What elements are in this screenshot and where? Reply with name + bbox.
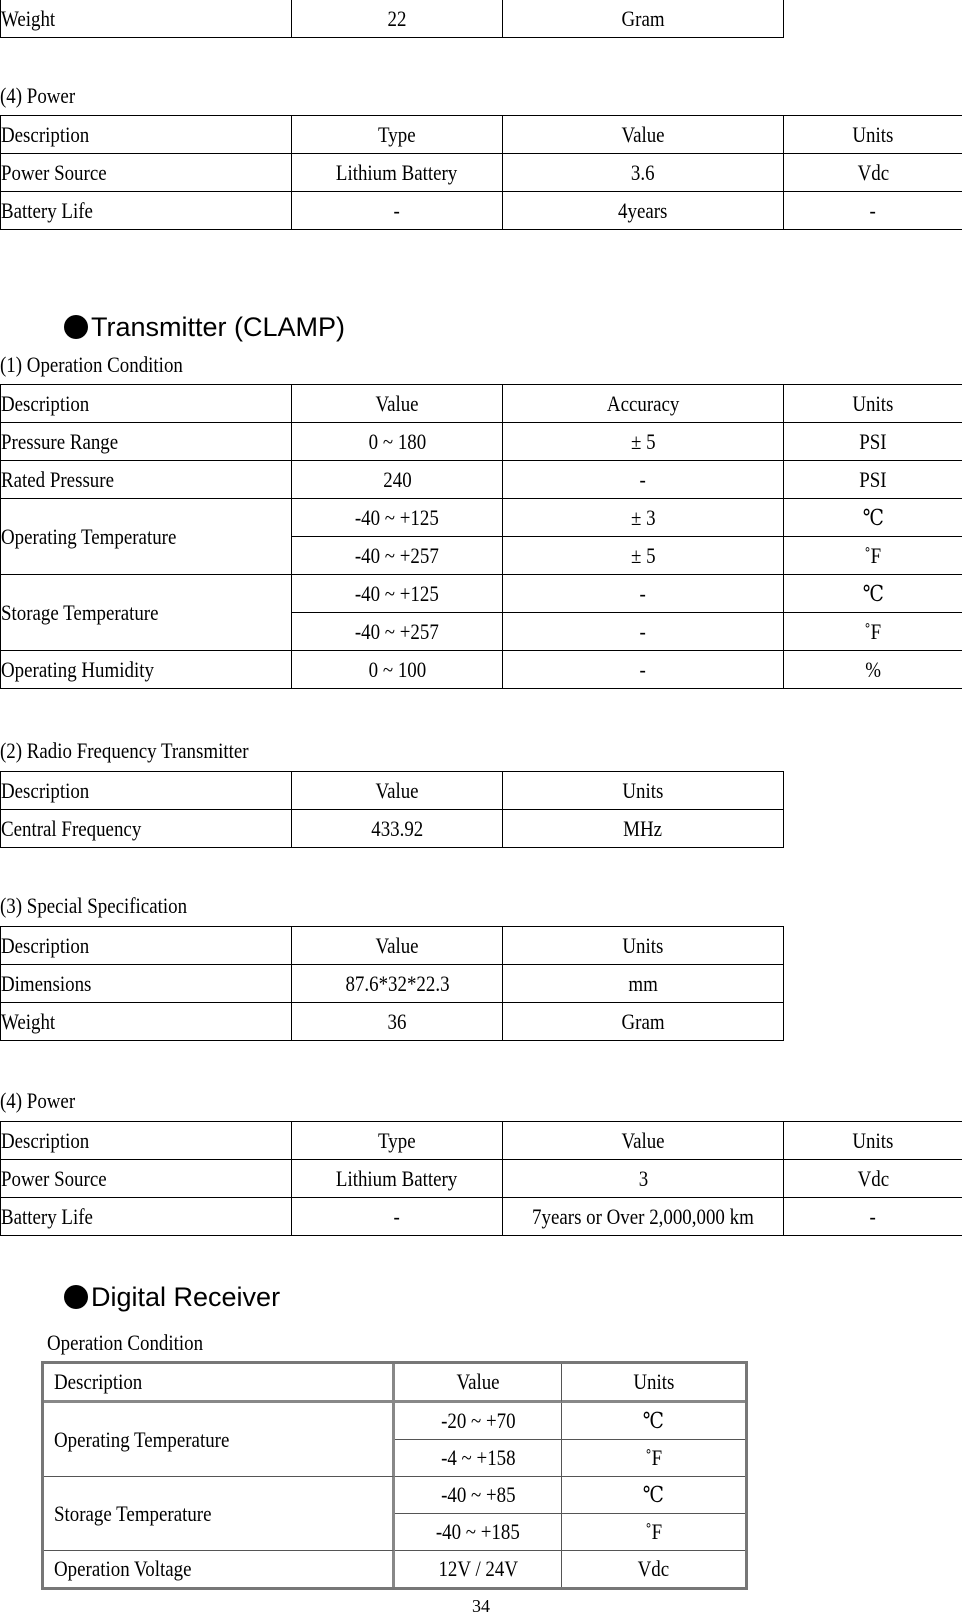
col-units: Units xyxy=(622,777,664,803)
cell: -40 ~ +125 xyxy=(355,504,439,530)
col-type: Type xyxy=(378,121,416,147)
col-units: Units xyxy=(852,1127,894,1153)
table-header-row xyxy=(1,116,962,154)
table-row xyxy=(1,461,962,499)
cell: 7years or Over 2,000,000 km xyxy=(532,1203,754,1229)
cell: 0 ~ 180 xyxy=(368,428,426,454)
cell: ± 5 xyxy=(630,542,656,568)
col-units: Units xyxy=(622,932,664,958)
cell: 3 xyxy=(638,1165,648,1191)
cell: % xyxy=(865,656,881,682)
clamp-power-table xyxy=(0,1121,962,1236)
cell: Vdc xyxy=(857,1165,889,1191)
cell: -40 ~ +85 xyxy=(440,1482,516,1507)
cell: - xyxy=(393,197,401,223)
cell: Power Source xyxy=(1,159,107,185)
cell: - xyxy=(393,1203,401,1229)
col-units: Units xyxy=(632,1369,675,1394)
cell: -40 ~ +125 xyxy=(355,580,439,606)
col-description: Description xyxy=(54,1369,143,1394)
cell: Central Frequency xyxy=(1,815,142,841)
cell: Rated Pressure xyxy=(1,466,114,492)
cell: mm xyxy=(628,970,658,996)
table-header-row xyxy=(1,927,784,965)
cell: Pressure Range xyxy=(1,428,119,454)
table-row xyxy=(1,499,962,537)
clamp-rf-table xyxy=(0,771,784,848)
clamp-special-title: (3) Special Specification xyxy=(0,893,188,918)
cell: 12V / 24V xyxy=(438,1556,518,1581)
clamp-heading-text: Transmitter (CLAMP) xyxy=(91,312,346,342)
cell: ℃ xyxy=(862,504,884,530)
table-row xyxy=(1,1160,962,1198)
cell: Operation Voltage xyxy=(54,1556,192,1581)
cell: ℃ xyxy=(642,1482,665,1507)
clamp-rf-title: (2) Radio Frequency Transmitter xyxy=(0,738,249,763)
cell: Weight xyxy=(1,1008,56,1034)
col-value: Value xyxy=(456,1369,500,1394)
clamp-op-title: (1) Operation Condition xyxy=(0,352,183,377)
table-row xyxy=(1,154,962,192)
cell: Operating Humidity xyxy=(1,656,154,682)
receiver-op-table xyxy=(41,1361,748,1590)
col-accuracy: Accuracy xyxy=(606,390,680,416)
cell: Storage Temperature xyxy=(54,1500,212,1526)
cell: 0 ~ 100 xyxy=(368,656,426,682)
cell: Battery Life xyxy=(1,1203,93,1229)
weight-label: Weight xyxy=(1,5,56,31)
cell: 433.92 xyxy=(370,815,424,841)
clamp-special-table xyxy=(0,926,784,1041)
cell: ˚F xyxy=(645,1445,662,1470)
cell: 3.6 xyxy=(631,159,655,185)
col-value: Value xyxy=(621,121,665,147)
cell: ± 3 xyxy=(630,504,656,530)
table-row xyxy=(1,575,962,613)
col-description: Description xyxy=(1,121,90,147)
table-row xyxy=(1,192,962,230)
col-description: Description xyxy=(1,932,90,958)
table-header-row xyxy=(44,1364,745,1403)
cell: -40 ~ +185 xyxy=(436,1519,520,1544)
cell: Storage Temperature xyxy=(1,599,159,625)
col-value: Value xyxy=(375,932,419,958)
cell: Battery Life xyxy=(1,197,93,223)
clamp-heading xyxy=(64,310,345,344)
col-description: Description xyxy=(1,777,90,803)
col-units: Units xyxy=(852,121,894,147)
cell: ℃ xyxy=(642,1408,665,1433)
table-row xyxy=(1,810,784,848)
cell: 4years xyxy=(618,197,668,223)
cell: Operating Temperature xyxy=(1,523,177,549)
col-units: Units xyxy=(852,390,894,416)
table-row xyxy=(44,1551,745,1587)
cell: - xyxy=(639,466,647,492)
cell: Power Source xyxy=(1,1165,107,1191)
clamp-op-table xyxy=(0,384,962,689)
weight-units: Gram xyxy=(621,5,665,31)
cell: Operating Temperature xyxy=(54,1426,230,1452)
prev-power-table xyxy=(0,115,962,230)
table-row xyxy=(1,0,784,38)
table-row xyxy=(1,1003,784,1041)
cell: MHz xyxy=(623,815,663,841)
cell: -20 ~ +70 xyxy=(440,1408,516,1433)
cell: ± 5 xyxy=(630,428,656,454)
cell: - xyxy=(869,197,877,223)
table-row xyxy=(1,423,962,461)
receiver-op-title: Operation Condition xyxy=(47,1330,204,1355)
prev-weight-table xyxy=(0,0,784,38)
cell: ˚F xyxy=(864,618,882,644)
cell: ℃ xyxy=(862,580,884,606)
cell: ˚F xyxy=(864,542,882,568)
cell: - xyxy=(639,618,647,644)
cell: Dimensions xyxy=(1,970,92,996)
cell: -4 ~ +158 xyxy=(440,1445,516,1470)
col-value: Value xyxy=(621,1127,665,1153)
cell: Lithium Battery xyxy=(336,159,458,185)
cell: ˚F xyxy=(645,1519,662,1544)
table-row xyxy=(1,651,962,689)
table-row xyxy=(44,1403,745,1440)
table-row xyxy=(1,1198,962,1236)
table-row xyxy=(44,1477,745,1514)
receiver-heading-text: Digital Receiver xyxy=(91,1282,281,1312)
page-number: 34 xyxy=(472,1596,490,1616)
bullet-icon xyxy=(64,1285,88,1309)
table-header-row xyxy=(1,385,962,423)
table-header-row xyxy=(1,772,784,810)
cell: - xyxy=(869,1203,877,1229)
weight-value: 22 xyxy=(387,5,407,31)
cell: Vdc xyxy=(637,1556,670,1581)
cell: Vdc xyxy=(857,159,889,185)
cell: Gram xyxy=(621,1008,665,1034)
cell: - xyxy=(639,656,647,682)
col-value: Value xyxy=(375,777,419,803)
cell: 240 xyxy=(382,466,412,492)
col-type: Type xyxy=(378,1127,416,1153)
clamp-power-title: (4) Power xyxy=(0,1088,76,1113)
col-description: Description xyxy=(1,1127,90,1153)
table-row xyxy=(1,965,784,1003)
cell: -40 ~ +257 xyxy=(355,542,439,568)
receiver-heading xyxy=(64,1280,280,1314)
cell: - xyxy=(639,580,647,606)
prev-power-title: (4) Power xyxy=(0,83,76,108)
cell: PSI xyxy=(859,428,887,454)
cell: Lithium Battery xyxy=(336,1165,458,1191)
cell: 36 xyxy=(387,1008,407,1034)
col-value: Value xyxy=(375,390,419,416)
bullet-icon xyxy=(64,315,88,339)
cell: 87.6*32*22.3 xyxy=(344,970,450,996)
table-header-row xyxy=(1,1122,962,1160)
col-description: Description xyxy=(1,390,90,416)
cell: PSI xyxy=(859,466,887,492)
cell: -40 ~ +257 xyxy=(355,618,439,644)
